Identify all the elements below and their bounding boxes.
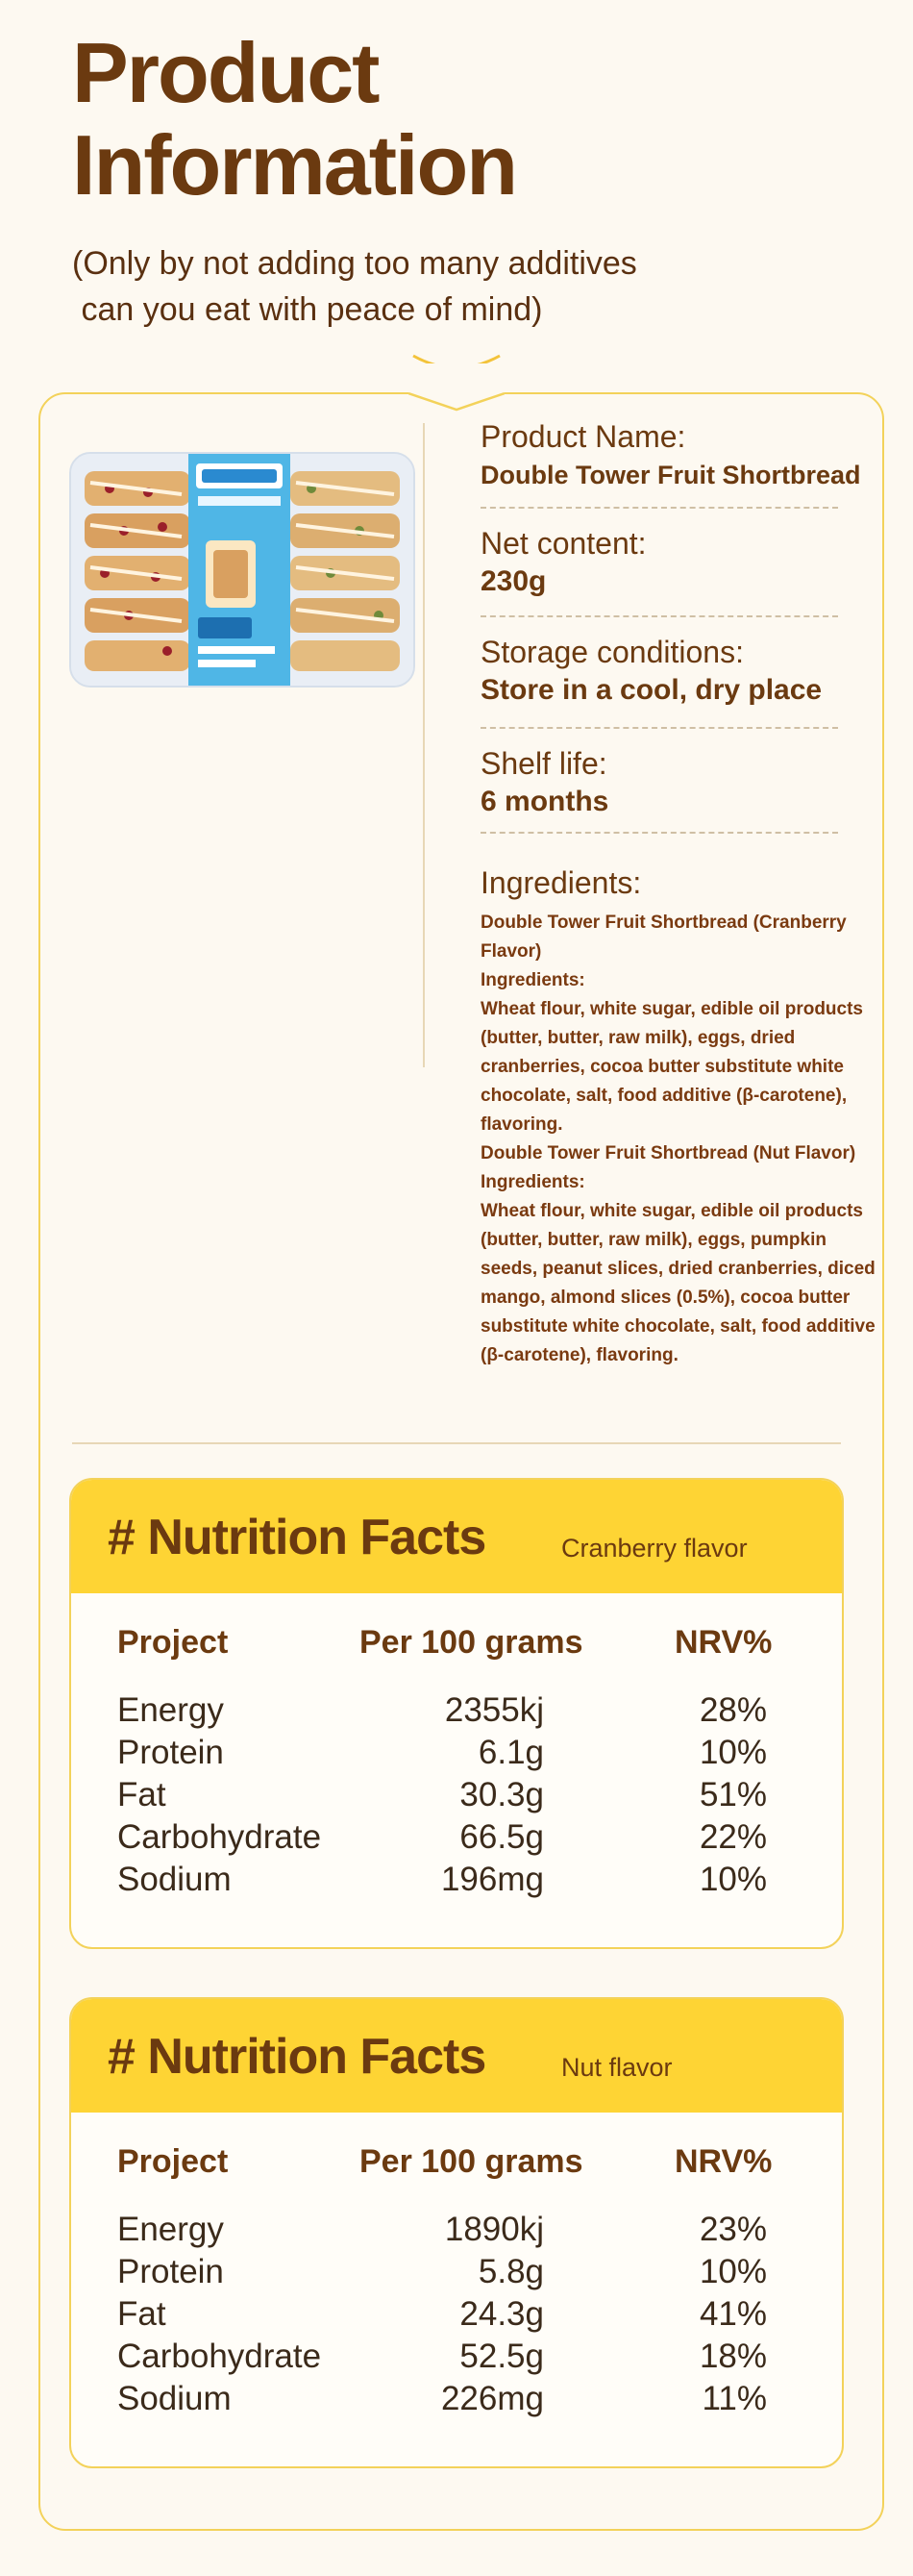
nutrient-name: Protein [117, 2253, 224, 2290]
ingredients-block [481, 863, 875, 902]
nutrient-amount: 6.1g [478, 1734, 544, 1771]
ingredients-line: Wheat flour, white sugar, edible oil products (butter, butter, raw milk), eggs, pumpkin seeds, peanut slices, dried cranberries, diced mango, almond slices (0.5%), cocoa butter substitute white chocolate, salt, food additive (β-carotene), flavoring. [481, 1201, 876, 1365]
title-line-2: Information [72, 117, 516, 213]
ingredients-line: Double Tower Fruit Shortbread (Cranberry Flavor) [481, 913, 847, 962]
shortbread-box-icon [71, 454, 413, 686]
section-separator [72, 1442, 841, 1444]
shelf-life-label: Shelf life: [481, 746, 607, 781]
nutrient-nrv: 10% [699, 2253, 767, 2290]
column-header-project: Project [117, 2143, 229, 2180]
nutrition-card-nut [69, 1997, 844, 2468]
nutrient-name: Carbohydrate [117, 2338, 322, 2375]
storage-value: Store in a cool, dry place [481, 674, 823, 706]
column-header-per-100g: Per 100 grams [359, 1624, 583, 1661]
vertical-divider [423, 423, 425, 1067]
page-title [72, 27, 516, 212]
ingredients-line: Ingredients: [481, 1172, 585, 1192]
product-name-block [481, 417, 875, 494]
column-header-project: Project [117, 1624, 229, 1661]
nutrient-name: Energy [117, 1691, 224, 1729]
nutrient-nrv: 41% [699, 2295, 767, 2333]
nutrient-amount: 2355kj [444, 1691, 544, 1729]
nutrition-flavor: Nut flavor [561, 2053, 673, 2082]
page-subtitle: (Only by not adding too many additives can you eat with peace of mind) [72, 245, 637, 328]
nutrient-name: Fat [117, 2295, 166, 2333]
ingredients-line: Wheat flour, white sugar, edible oil products (butter, butter, raw milk), eggs, dried cranberries, cocoa butter substitute white chocolate, salt, food additive (β-carotene), flavoring. [481, 999, 863, 1135]
nutrient-name: Protein [117, 1734, 224, 1771]
nutrition-card-header [71, 1480, 842, 1593]
net-content-value: 230g [481, 565, 547, 597]
nutrient-amount: 5.8g [478, 2253, 544, 2290]
nutrient-nrv: 10% [699, 1734, 767, 1771]
ingredients-text [481, 909, 884, 1370]
nutrient-nrv: 10% [699, 1861, 767, 1898]
nutrition-title: # Nutrition Facts [108, 2029, 486, 2085]
net-content-block [481, 524, 875, 601]
column-header-nrv: NRV% [675, 1624, 773, 1661]
nutrient-amount: 24.3g [459, 2295, 544, 2333]
nutrition-title: # Nutrition Facts [108, 1510, 486, 1565]
shelf-life-value: 6 months [481, 786, 609, 817]
nutrient-amount: 196mg [440, 1861, 544, 1898]
nutrient-nrv: 11% [702, 2380, 767, 2417]
nutrient-amount: 30.3g [459, 1776, 544, 1813]
storage-label: Storage conditions: [481, 635, 744, 669]
nutrient-name: Carbohydrate [117, 1818, 322, 1856]
nutrient-name: Fat [117, 1776, 166, 1813]
nutrient-amount: 52.5g [459, 2338, 544, 2375]
divider [481, 727, 838, 729]
divider [481, 832, 838, 834]
ingredients-label: Ingredients: [481, 865, 642, 900]
ingredients-line: Ingredients: [481, 970, 585, 990]
nutrient-nrv: 18% [699, 2338, 767, 2375]
column-header-nrv: NRV% [675, 2143, 773, 2180]
storage-block [481, 633, 875, 710]
shelf-life-block [481, 744, 875, 821]
nutrient-nrv: 22% [699, 1818, 767, 1856]
product-name-label: Product Name: [481, 419, 686, 454]
nutrition-card-cranberry [69, 1478, 844, 1949]
nutrient-amount: 226mg [440, 2380, 544, 2417]
product-image [69, 452, 415, 688]
nutrient-amount: 66.5g [459, 1818, 544, 1856]
frame-notch [408, 363, 505, 412]
divider [481, 507, 838, 509]
divider [481, 615, 838, 617]
nutrition-card-header [71, 1999, 842, 2113]
nutrient-nrv: 23% [699, 2211, 767, 2248]
nutrient-nrv: 28% [699, 1691, 767, 1729]
product-name-value: Double Tower Fruit Shortbread [481, 461, 861, 489]
nutrient-name: Sodium [117, 2380, 232, 2417]
nutrient-name: Sodium [117, 1861, 232, 1898]
nutrient-amount: 1890kj [444, 2211, 544, 2248]
ingredients-line: Double Tower Fruit Shortbread (Nut Flavor) [481, 1143, 856, 1163]
nutrition-flavor: Cranberry flavor [561, 1534, 748, 1563]
nutrient-nrv: 51% [699, 1776, 767, 1813]
title-line-1: Product [72, 25, 379, 120]
column-header-per-100g: Per 100 grams [359, 2143, 583, 2180]
net-content-label: Net content: [481, 526, 647, 561]
nutrient-name: Energy [117, 2211, 224, 2248]
